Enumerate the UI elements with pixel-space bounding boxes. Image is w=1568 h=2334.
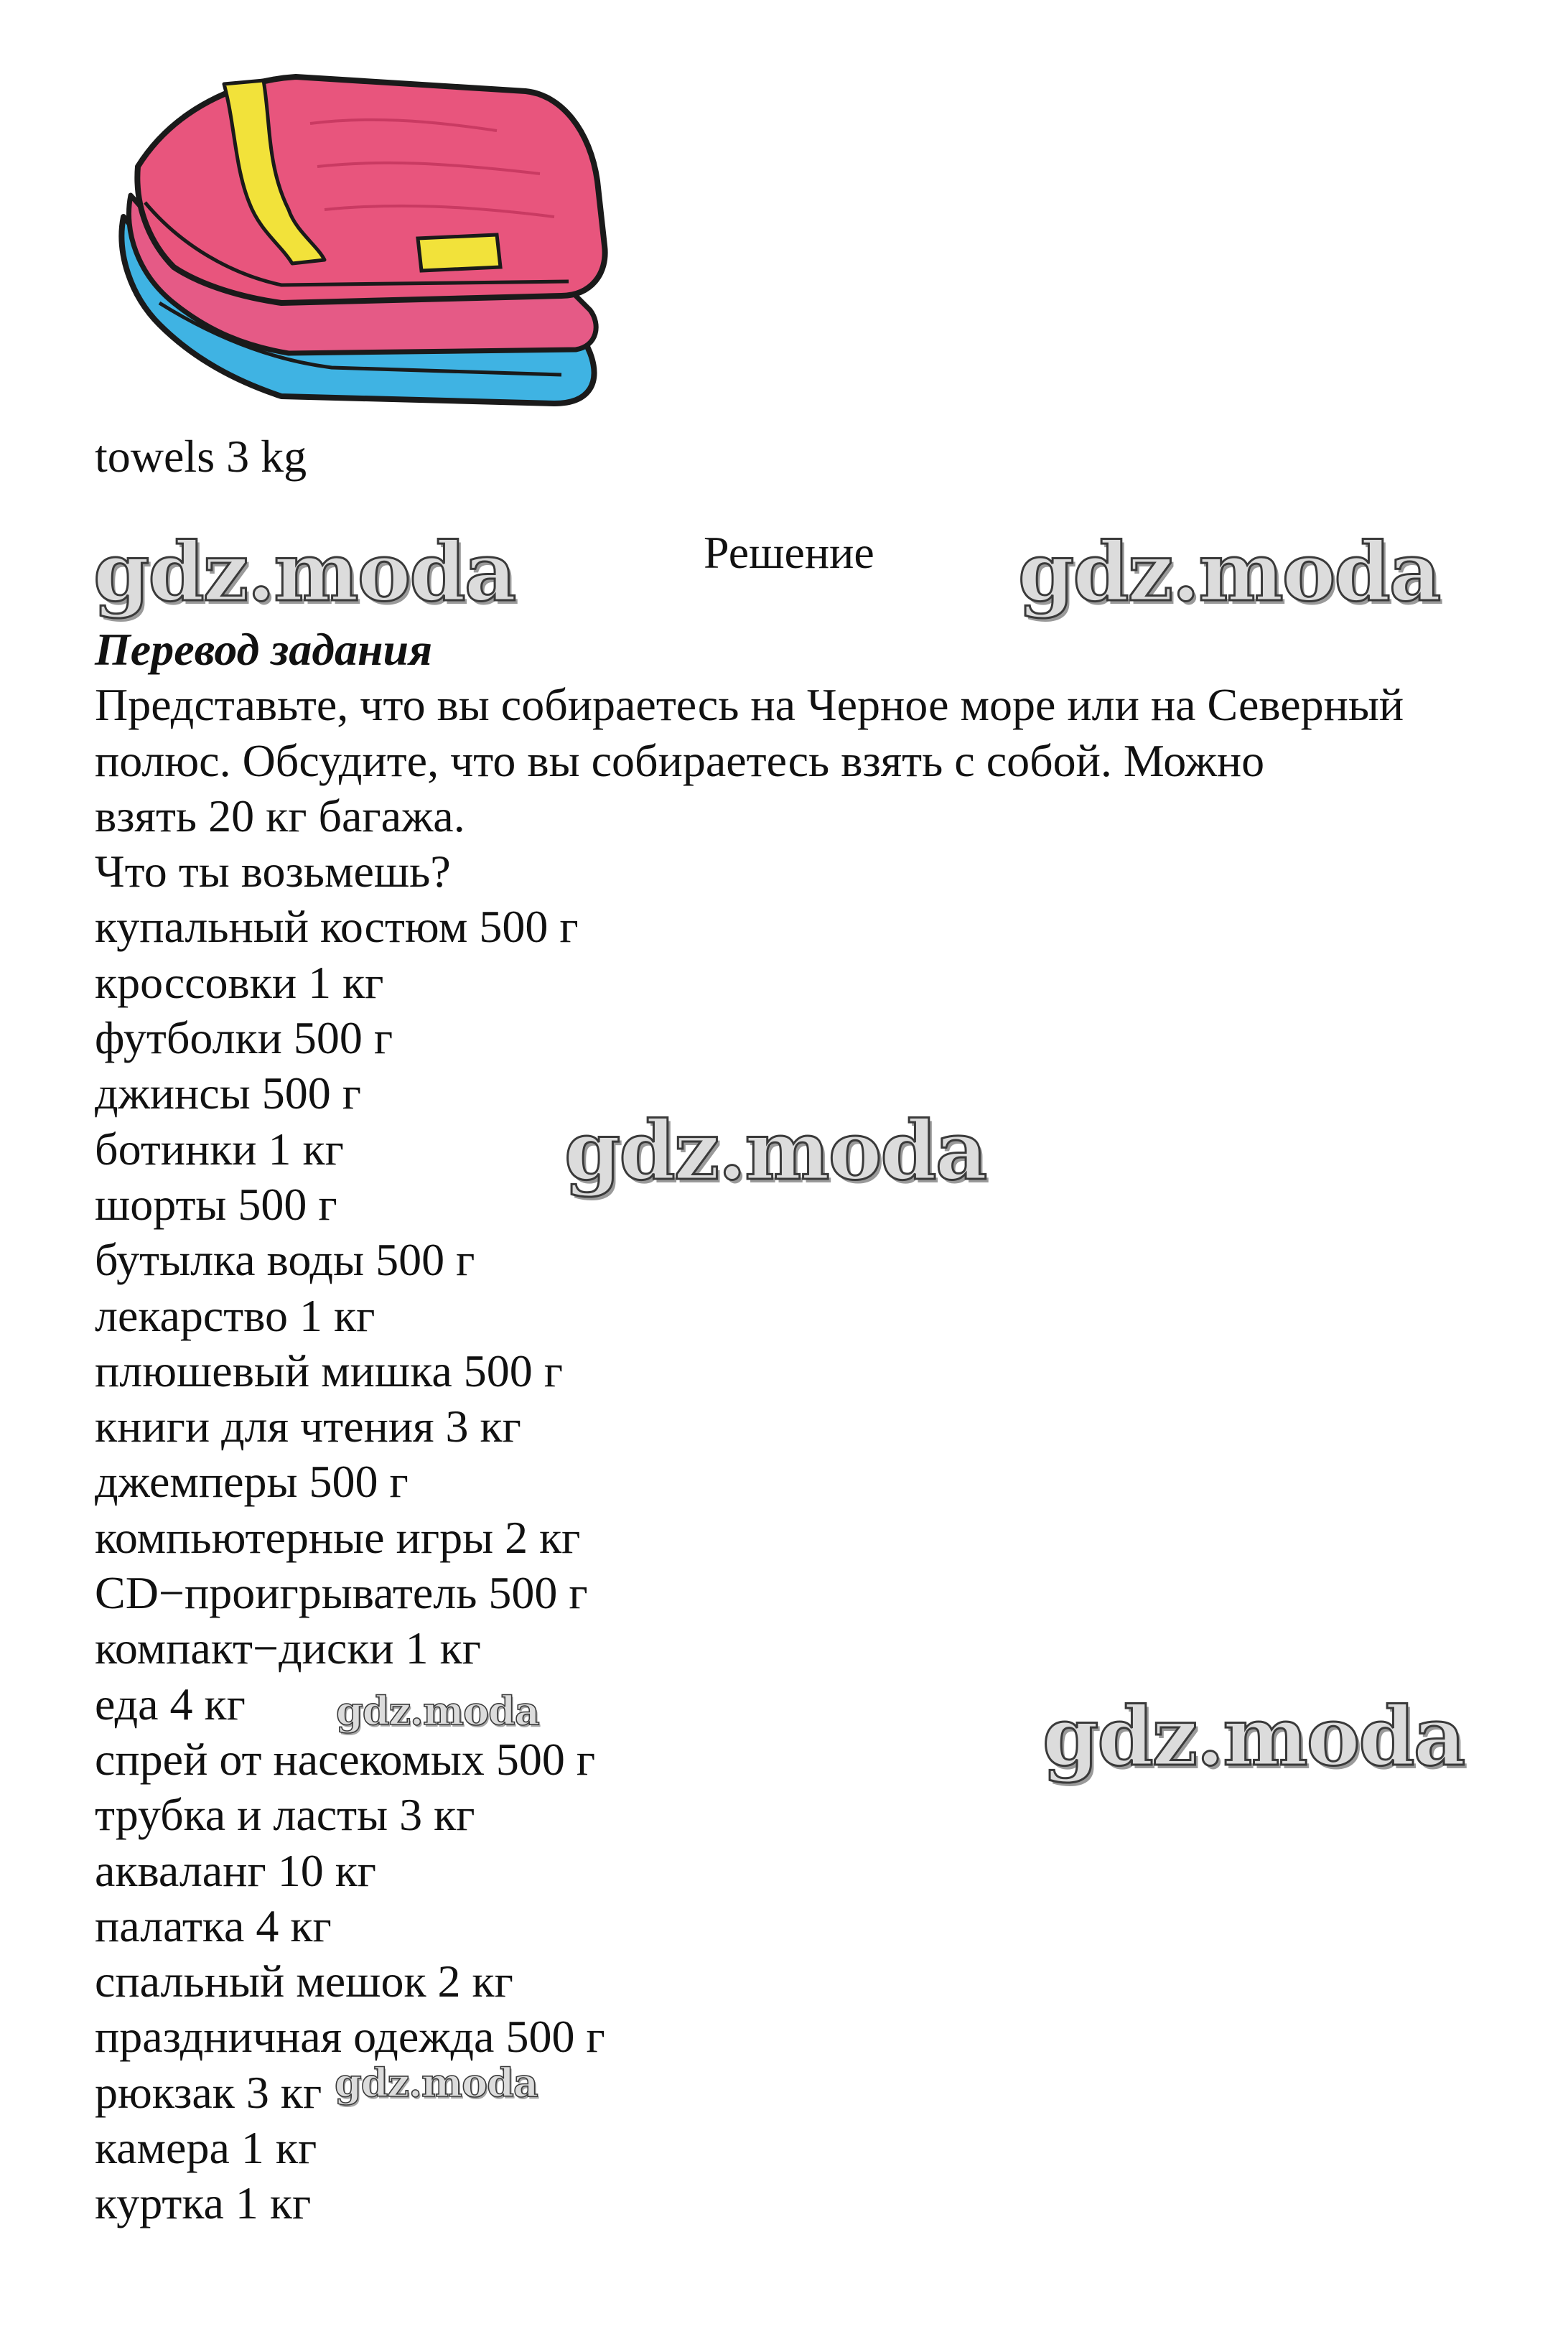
list-item: куртка 1 кг	[95, 2177, 312, 2229]
list-item: шорты 500 г	[95, 1178, 337, 1230]
list-item: компакт−диски 1 кг	[95, 1623, 481, 1674]
translation-section	[95, 622, 1502, 2231]
list-item: футболки 500 г	[95, 1012, 393, 1064]
items-list	[95, 899, 1502, 2231]
task-line: Представьте, что вы собираетесь на Черное море или на Северный	[95, 679, 1404, 731]
list-item: лекарство 1 кг	[95, 1289, 375, 1341]
list-item: палатка 4 кг	[95, 1900, 332, 1951]
list-item: джемперы 500 г	[95, 1456, 409, 1508]
yellow-label	[418, 235, 500, 271]
list-item: еда 4 кг	[95, 1678, 246, 1730]
list-item: бутылка воды 500 г	[95, 1234, 475, 1286]
question: Что ты возьмешь?	[95, 846, 451, 897]
translation-title: Перевод задания	[95, 624, 433, 675]
watermark: gdz.moda	[336, 1688, 539, 1734]
list-item: спрей от насекомых 500 г	[95, 1733, 596, 1785]
task-line: взять 20 кг багажа.	[95, 790, 465, 841]
watermark: gdz.moda	[1018, 526, 1440, 620]
towels-illustration	[95, 66, 619, 425]
list-item: книги для чтения 3 кг	[95, 1401, 521, 1452]
list-item: рюкзак 3 кг	[95, 2066, 322, 2118]
watermark: gdz.moda	[93, 526, 515, 620]
list-item: спальный мешок 2 кг	[95, 1956, 513, 2007]
list-item: CD−проигрыватель 500 г	[95, 1567, 588, 1619]
watermark: gdz.moda	[335, 2060, 538, 2106]
list-item: праздничная одежда 500 г	[95, 2011, 605, 2063]
list-item: кроссовки 1 кг	[95, 956, 384, 1008]
list-item: акваланг 10 кг	[95, 1844, 377, 1896]
figure-caption: towels 3 kg	[95, 431, 307, 482]
list-item: компьютерные игры 2 кг	[95, 1511, 581, 1563]
watermark: gdz.moda	[1042, 1690, 1465, 1784]
pink-towel	[137, 77, 605, 303]
list-item: плюшевый мишка 500 г	[95, 1345, 563, 1396]
solution-heading: Решение	[704, 527, 874, 578]
list-item: камера 1 кг	[95, 2122, 317, 2174]
watermark: gdz.moda	[564, 1104, 986, 1198]
list-item: трубка и ласты 3 кг	[95, 1789, 475, 1841]
list-item: джинсы 500 г	[95, 1068, 361, 1119]
list-item: ботинки 1 кг	[95, 1123, 344, 1175]
list-item: купальный костюм 500 г	[95, 901, 579, 953]
task-line: полюс. Обсудите, что вы собираетесь взять с собой. Можно	[95, 734, 1265, 786]
